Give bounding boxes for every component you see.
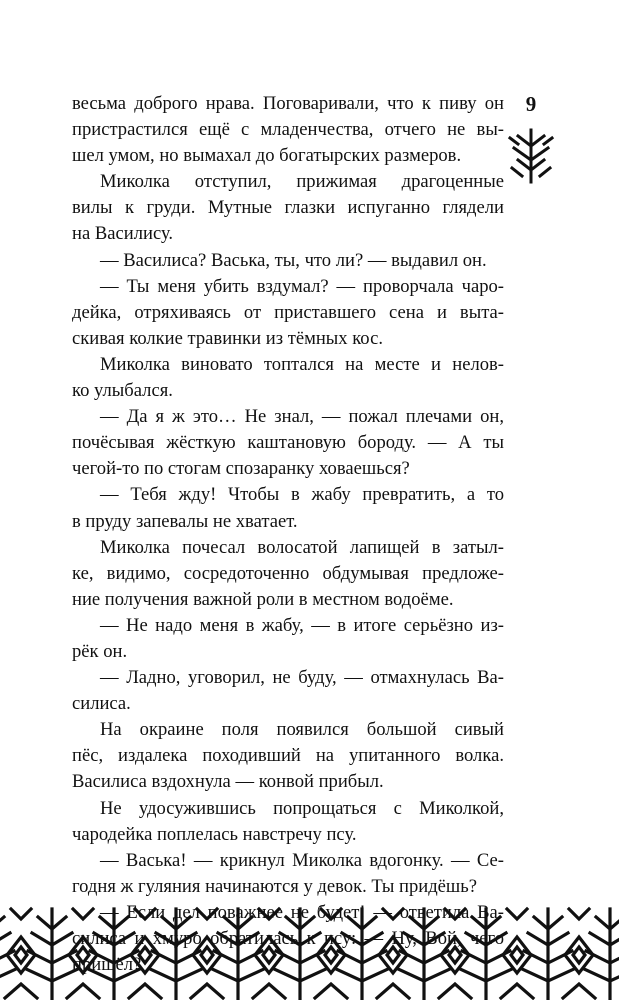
body-text bbox=[72, 91, 504, 978]
text-line: — Да я ж это… Не знал, — пожал плечами он, bbox=[100, 406, 504, 428]
paragraph bbox=[72, 535, 504, 613]
text-line: чародейка поплелась навстречу псу. bbox=[72, 823, 357, 845]
paragraph bbox=[72, 248, 504, 274]
text-line: Миколка виновато топтался на месте и нелов- bbox=[100, 353, 504, 375]
text-line: силиса и хмуро обратилась к псу: — Ну, Вой, чего bbox=[72, 928, 504, 949]
text-line: весьма доброго нрава. Поговаривали, что к пиву он bbox=[72, 93, 504, 114]
text-line: ко улыбался. bbox=[72, 380, 173, 402]
text-line: Василиса вздохнула — конвой прибыл. bbox=[72, 771, 384, 793]
text-line: Миколка почесал волосатой лапищей в затыл- bbox=[100, 536, 504, 558]
text-line: почёсывая жёсткую каштановую бороду. — А ты bbox=[72, 432, 504, 454]
text-line: — Васька! — крикнул Миколка вдогонку. — Се- bbox=[100, 849, 504, 871]
text-line: вилы к груди. Мутные глазки испуганно глядели bbox=[72, 197, 504, 219]
text-line: Не удосужившись попрощаться с Миколкой, bbox=[100, 797, 504, 819]
paragraph bbox=[72, 352, 504, 404]
text-line: скивая колкие травинки из тёмных кос. bbox=[72, 327, 383, 349]
text-line: ке, видимо, сосредоточенно обдумывая предложе- bbox=[72, 562, 504, 584]
text-line: — Ты меня убить вздумал? — проворчала чаро- bbox=[100, 275, 504, 297]
text-line: в пруду запевалы не хватает. bbox=[72, 510, 298, 532]
paragraph bbox=[72, 796, 504, 848]
page-number: 9 bbox=[525, 92, 537, 116]
paragraph bbox=[72, 848, 504, 900]
text-line: шел умом, но вымахал до богатырских размеров. bbox=[72, 145, 462, 167]
paragraph bbox=[72, 274, 504, 352]
text-line: пришёл? bbox=[72, 954, 142, 976]
paragraph bbox=[72, 717, 504, 795]
text-line: Миколка отступил, прижимая драгоценные bbox=[100, 171, 504, 193]
paragraph bbox=[72, 169, 504, 247]
paragraph bbox=[72, 91, 504, 169]
text-line: силиса. bbox=[72, 693, 131, 715]
text-line: На окраине поля появился большой сивый bbox=[100, 719, 504, 741]
text-line: — Не надо меня в жабу, — в итоге серьёзно из- bbox=[100, 614, 504, 636]
text-line: на Василису. bbox=[72, 223, 174, 245]
text-line: рёк он. bbox=[72, 640, 128, 662]
text-line: дейка, отряхиваясь от приставшего сена и выта- bbox=[72, 301, 504, 323]
folk-embroidery-border-icon bbox=[0, 903, 619, 1000]
paragraph bbox=[72, 613, 504, 665]
text-line: ние получения важной роли в местном водоёме. bbox=[72, 588, 454, 610]
text-line: — Тебя жду! Чтобы в жабу превратить, а то bbox=[100, 484, 504, 506]
text-line: — Ладно, уговорил, не буду, — отмахнулась Ва- bbox=[100, 667, 504, 689]
folk-tree-ornament-icon bbox=[506, 126, 556, 186]
text-line: чегой-то по стогам спозаранку ховаешься? bbox=[72, 458, 410, 480]
text-line: пёс, издалека походивший на упитанного волка. bbox=[72, 745, 504, 767]
text-line: пристрастился ещё с младенчества, отчего не вы- bbox=[72, 119, 504, 141]
text-line: — Василиса? Васька, ты, что ли? — выдавил он. bbox=[100, 249, 487, 271]
paragraph bbox=[72, 665, 504, 717]
paragraph bbox=[72, 482, 504, 534]
text-line: — Если дел поважнее не будет! — ответила Ва- bbox=[100, 901, 504, 923]
paragraph bbox=[72, 404, 504, 482]
text-line: годня ж гуляния начинаются у девок. Ты придёшь? bbox=[72, 875, 477, 897]
